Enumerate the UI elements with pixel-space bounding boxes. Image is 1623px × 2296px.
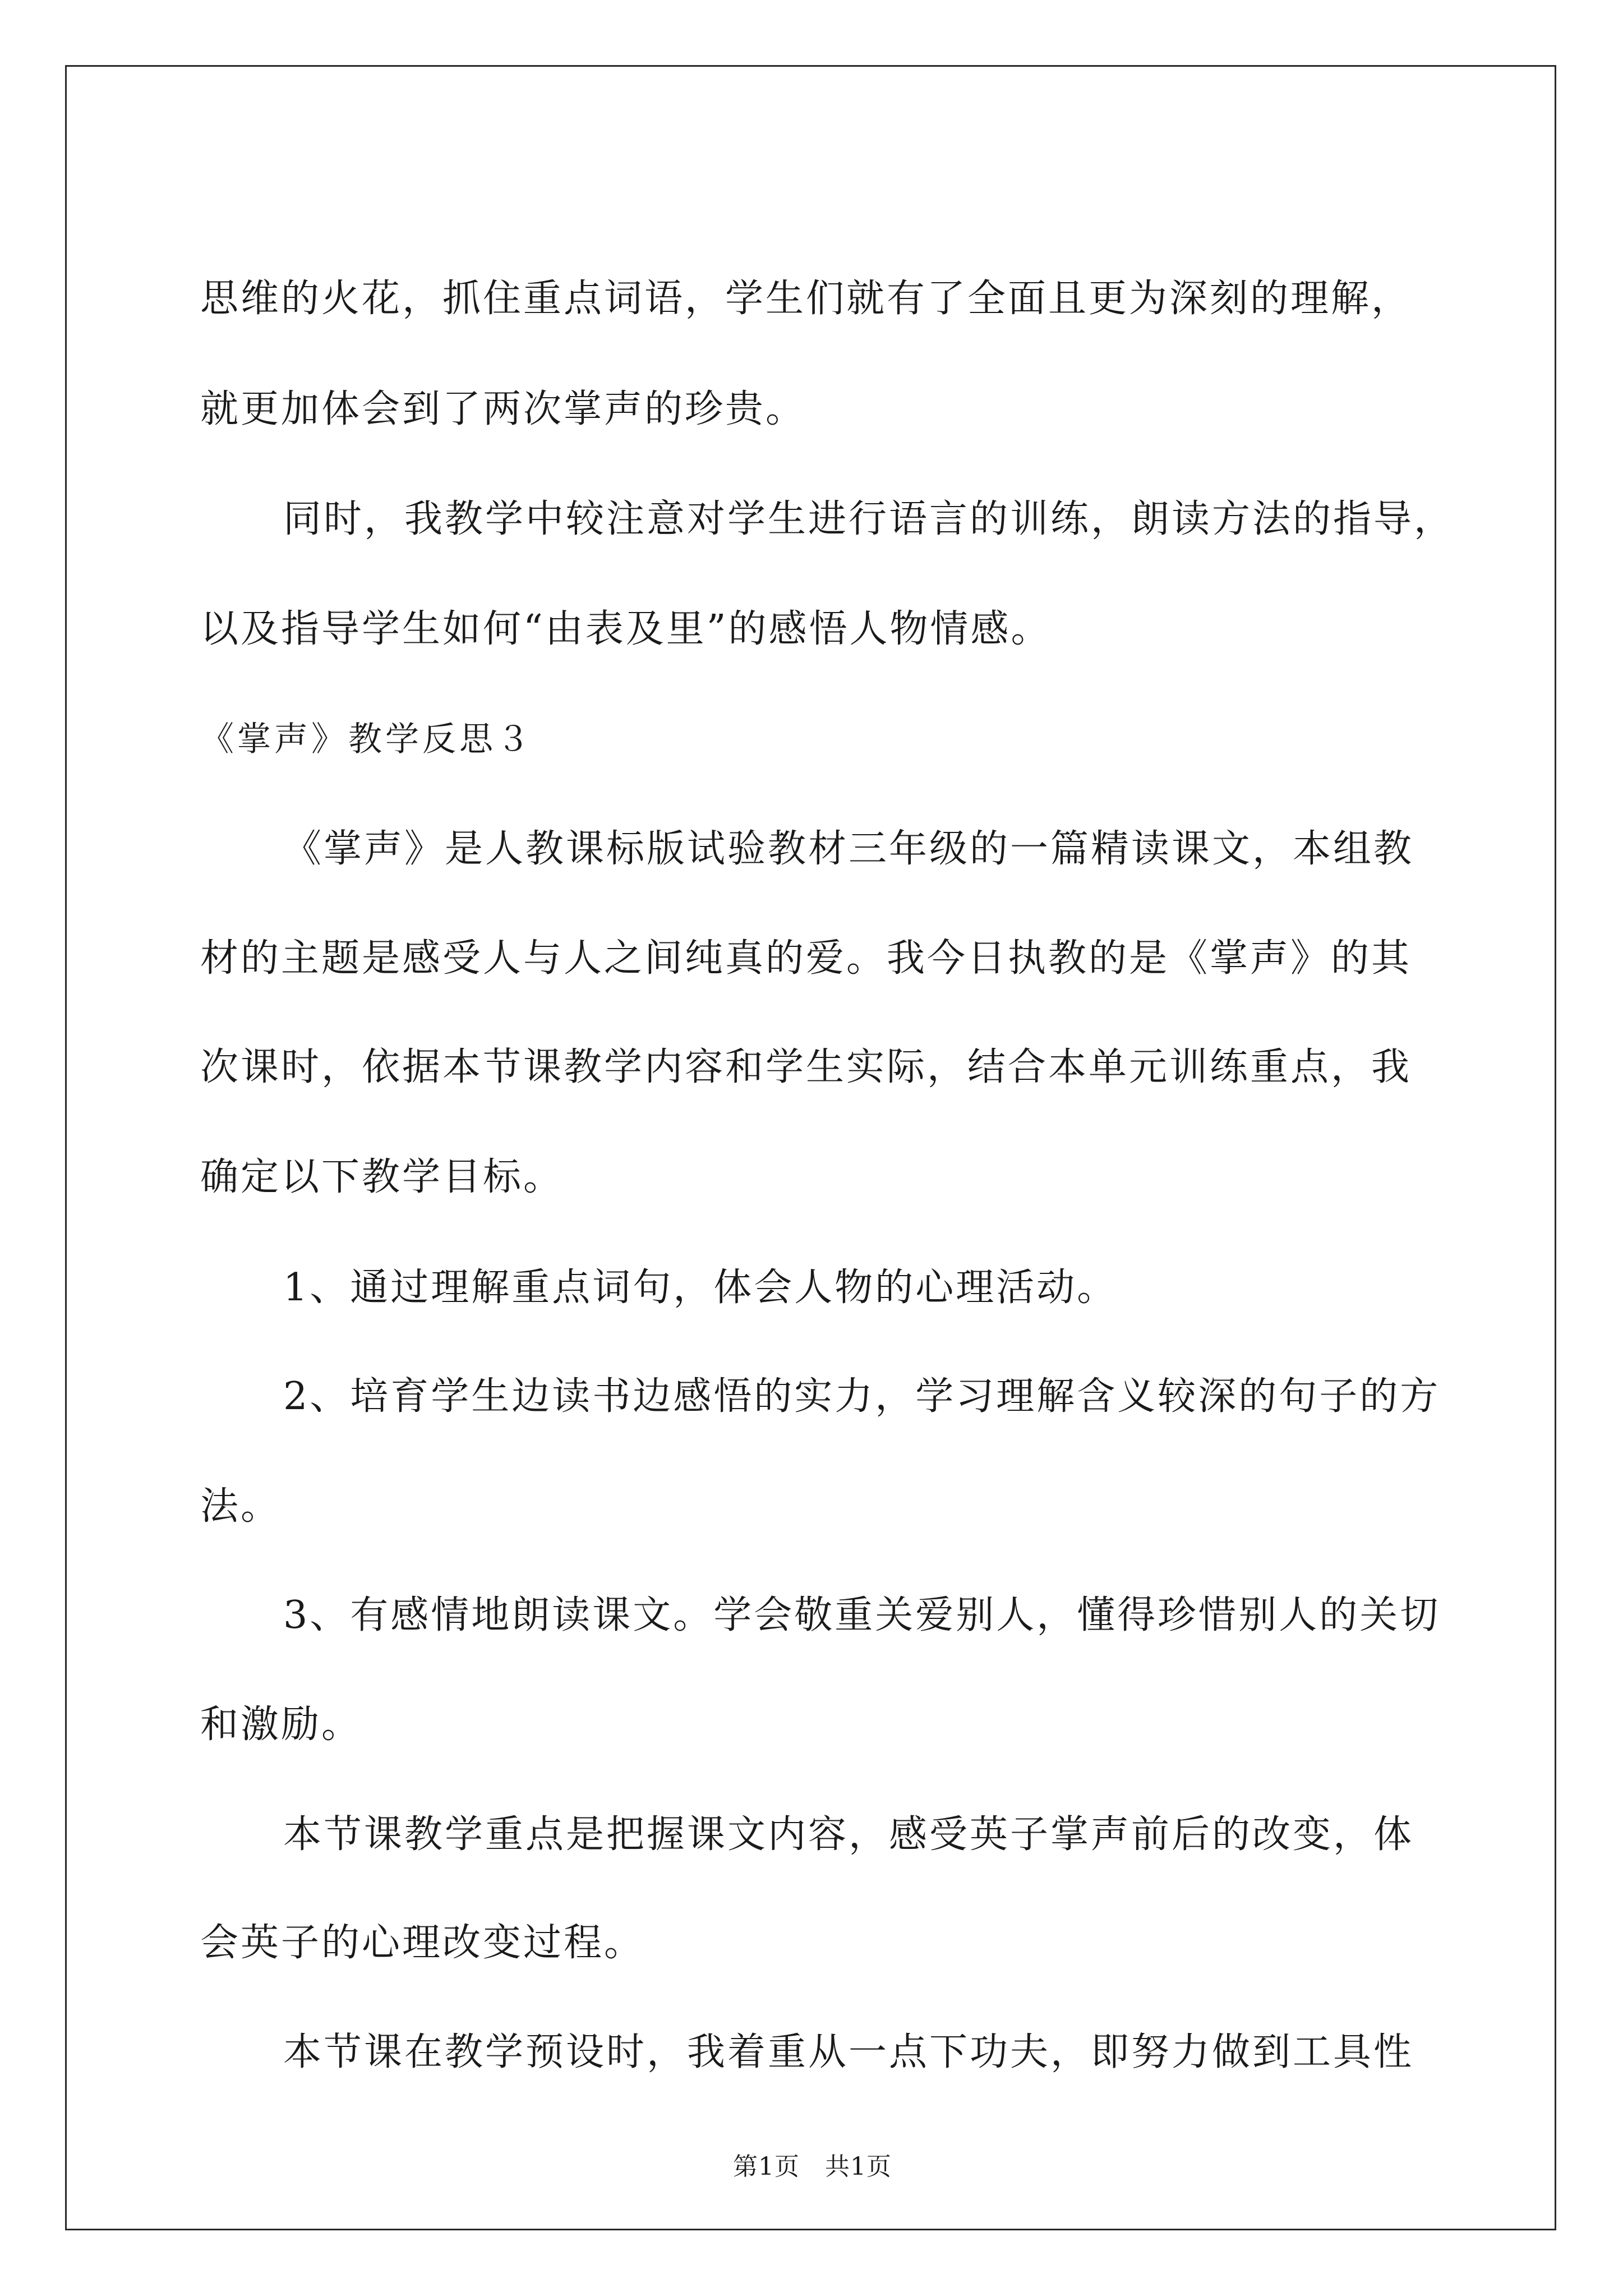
- body-line: 材的主题是感受人与人之间纯真的爱。我今日执教的是《掌声》的其: [200, 936, 1412, 981]
- body-line: 同时，我教学中较注意对学生进行语言的训练，朗读方法的指导，: [283, 497, 1455, 541]
- body-line: 本节课教学重点是把握课文内容，感受英子掌声前后的改变，体: [283, 1812, 1414, 1857]
- body-line: 和激励。: [200, 1703, 362, 1747]
- section-heading: 《掌声》教学反思３: [200, 720, 533, 759]
- body-line: 以及指导学生如何“由表及里”的感悟人物情感。: [200, 607, 1052, 651]
- list-item: 2、培育学生边读书边感悟的实力，学习理解含义较深的句子的方: [283, 1374, 1441, 1419]
- body-line: 会英子的心理改变过程。: [200, 1921, 645, 1965]
- body-line: 法。: [200, 1484, 282, 1529]
- page-frame: [65, 65, 1556, 2230]
- list-item: 1、通过理解重点词句，体会人物的心理活动。: [283, 1266, 1118, 1310]
- body-line: 本节课在教学预设时，我着重从一点下功夫，即努力做到工具性: [283, 2030, 1414, 2074]
- page-footer: 第1页 共1页: [733, 2152, 892, 2181]
- body-line: 确定以下教学目标。: [200, 1155, 564, 1199]
- list-item: 3、有感情地朗读课文。学会敬重关爱别人，懂得珍惜别人的关切: [283, 1593, 1441, 1637]
- body-line: 《掌声》是人教课标版试验教材三年级的一篇精读课文，本组教: [283, 827, 1414, 871]
- body-line: 就更加体会到了两次掌声的珍贵。: [200, 387, 806, 431]
- body-line: 思维的火花，抓住重点词语，学生们就有了全面且更为深刻的理解，: [200, 277, 1412, 321]
- body-line: 次课时，依据本节课教学内容和学生实际，结合本单元训练重点，我: [200, 1045, 1412, 1089]
